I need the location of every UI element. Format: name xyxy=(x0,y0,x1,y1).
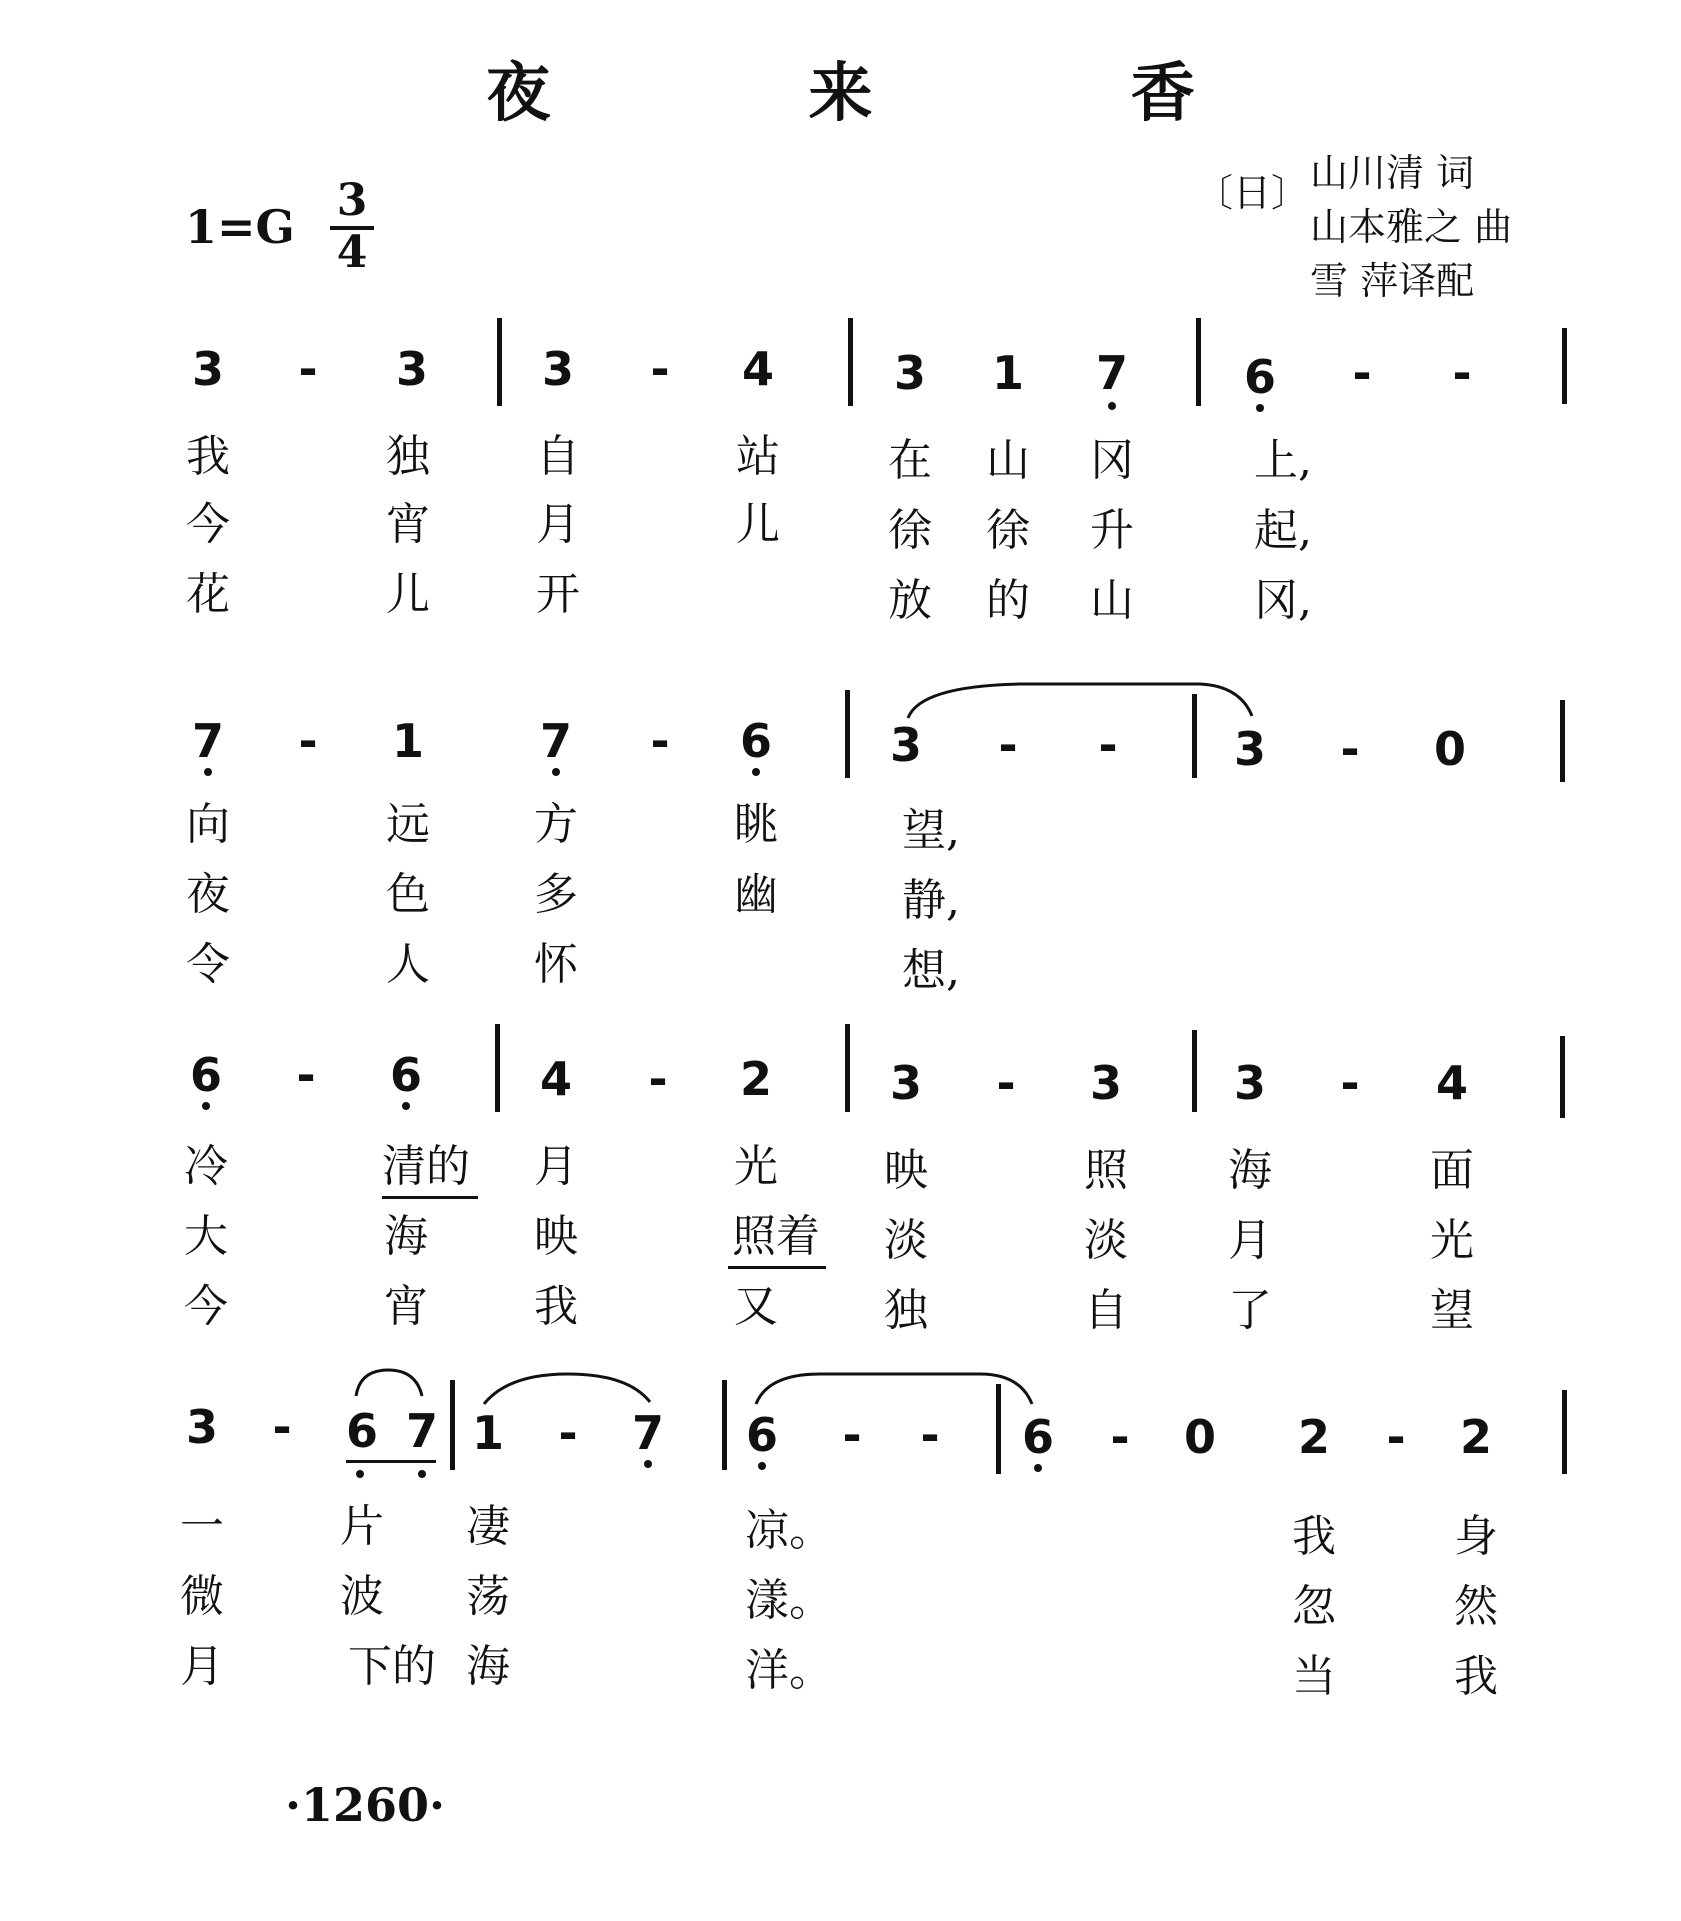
barline xyxy=(845,1024,850,1112)
note: 7 xyxy=(405,1404,438,1458)
lyric-underline xyxy=(728,1266,826,1269)
lyric: 向 xyxy=(186,799,230,850)
origin-mark: 〔日〕 xyxy=(1195,171,1310,215)
dash: - xyxy=(1340,722,1360,776)
note: 3 xyxy=(893,346,926,400)
time-signature-numerator: 3 xyxy=(330,178,374,230)
note: 6 xyxy=(345,1404,378,1458)
note: 3 xyxy=(395,342,428,396)
lyric: 独 xyxy=(884,1285,928,1336)
barline xyxy=(1560,1036,1565,1118)
note: 6 xyxy=(1243,350,1276,404)
lyric: 荡 xyxy=(466,1571,510,1622)
barline xyxy=(1562,1390,1567,1474)
barline xyxy=(497,318,502,406)
lyric: 宵 xyxy=(384,1281,428,1332)
lyric: 波 xyxy=(340,1571,384,1622)
dash: - xyxy=(558,1406,578,1460)
lyric: 静, xyxy=(902,875,960,926)
lower-octave-dot xyxy=(204,768,212,776)
lyric: 想, xyxy=(902,945,960,996)
lower-octave-dot xyxy=(1034,1464,1042,1472)
lyric: 我 xyxy=(186,431,230,482)
note: 6 xyxy=(745,1408,778,1462)
lower-octave-dot xyxy=(202,1102,210,1110)
note: 7 xyxy=(1095,346,1128,400)
lyric: 上, xyxy=(1254,435,1312,486)
barline xyxy=(722,1380,727,1470)
barline xyxy=(1192,1030,1197,1112)
note: 2 xyxy=(739,1052,772,1106)
lyric: 升 xyxy=(1090,505,1134,556)
note: 3 xyxy=(1233,1056,1266,1110)
lyric-underline xyxy=(382,1196,478,1199)
lyric: 光 xyxy=(734,1141,778,1192)
lower-octave-dot xyxy=(1108,402,1116,410)
note: 1 xyxy=(391,714,424,768)
dash: - xyxy=(1452,346,1472,400)
note: 6 xyxy=(389,1048,422,1102)
lyric: 大 xyxy=(184,1211,228,1262)
note: 3 xyxy=(185,1400,218,1454)
lyric: 冷 xyxy=(184,1141,228,1192)
lyric: 怀 xyxy=(534,939,578,990)
page-number: ·1260· xyxy=(285,1778,446,1832)
note: 1 xyxy=(991,346,1024,400)
lower-octave-dot xyxy=(418,1470,426,1478)
note: 7 xyxy=(539,714,572,768)
lyric: 然 xyxy=(1454,1581,1498,1632)
lyric: 照着 xyxy=(732,1211,820,1262)
translator-credit: 雪 萍译配 xyxy=(1310,259,1475,303)
barline xyxy=(450,1380,455,1470)
lyric: 下的 xyxy=(348,1641,436,1692)
song-title: 夜 来 香 xyxy=(486,56,1313,131)
note: 2 xyxy=(1297,1410,1330,1464)
lyric: 冈, xyxy=(1254,575,1312,626)
dash: - xyxy=(920,1408,940,1462)
dash: - xyxy=(298,714,318,768)
dash: - xyxy=(648,1052,668,1106)
lyric: 片 xyxy=(340,1501,384,1552)
lyric: 山 xyxy=(986,435,1030,486)
lyric: 儿 xyxy=(386,569,430,620)
lyric: 今 xyxy=(184,1281,228,1332)
lyric: 凄 xyxy=(466,1501,510,1552)
tie-slur xyxy=(900,680,1260,720)
lyric: 的 xyxy=(986,575,1030,626)
lyric: 海 xyxy=(384,1211,428,1262)
lyric: 站 xyxy=(736,431,780,482)
lyric: 身 xyxy=(1454,1511,1498,1562)
composer-credit: 山本雅之 曲 xyxy=(1310,205,1513,249)
lyric: 映 xyxy=(884,1145,928,1196)
dash: - xyxy=(650,342,670,396)
note: 2 xyxy=(1459,1410,1492,1464)
lyric: 了 xyxy=(1228,1285,1272,1336)
key-signature: 1=G xyxy=(185,200,295,254)
eighth-underline xyxy=(346,1460,436,1463)
note: 6 xyxy=(189,1048,222,1102)
lyric: 自 xyxy=(536,431,580,482)
dash: - xyxy=(1098,718,1118,772)
note: 4 xyxy=(741,342,774,396)
lower-octave-dot xyxy=(552,768,560,776)
dash: - xyxy=(1352,346,1372,400)
dash: - xyxy=(1110,1410,1130,1464)
note: 4 xyxy=(539,1052,572,1106)
lyric: 独 xyxy=(386,431,430,482)
barline xyxy=(495,1024,500,1112)
lower-octave-dot xyxy=(644,1460,652,1468)
lyric: 海 xyxy=(466,1641,510,1692)
lyric: 自 xyxy=(1084,1285,1128,1336)
lyric: 漾。 xyxy=(745,1575,833,1626)
lyric: 月 xyxy=(536,499,580,550)
lyric: 冈 xyxy=(1090,435,1134,486)
dash: - xyxy=(842,1408,862,1462)
lyric: 清的 xyxy=(382,1141,470,1192)
lyric: 忽 xyxy=(1292,1581,1336,1632)
dash: - xyxy=(996,1056,1016,1110)
lyric: 淡 xyxy=(884,1215,928,1266)
lyric: 又 xyxy=(734,1281,778,1332)
lyric: 洋。 xyxy=(745,1645,833,1696)
lyric: 幽 xyxy=(734,869,778,920)
dash: - xyxy=(650,714,670,768)
tie-slur xyxy=(350,1368,430,1398)
lyric: 放 xyxy=(888,575,932,626)
dash: - xyxy=(296,1048,316,1102)
lyric: 凉。 xyxy=(745,1505,833,1556)
note: 4 xyxy=(1435,1056,1468,1110)
lyric: 面 xyxy=(1430,1145,1474,1196)
lyric: 山 xyxy=(1090,575,1134,626)
barline xyxy=(1196,318,1201,406)
lower-octave-dot xyxy=(752,768,760,776)
lyric: 月 xyxy=(534,1141,578,1192)
tie-slur xyxy=(478,1370,658,1406)
lyric: 宵 xyxy=(386,499,430,550)
lyricist-credit: 山川清 词 xyxy=(1310,151,1475,195)
lower-octave-dot xyxy=(356,1470,364,1478)
note: 6 xyxy=(1021,1410,1054,1464)
note: 0 xyxy=(1433,722,1466,776)
note: 0 xyxy=(1183,1410,1216,1464)
barline xyxy=(1562,328,1567,404)
note: 3 xyxy=(1233,722,1266,776)
lyric: 望 xyxy=(1430,1285,1474,1336)
lyric: 淡 xyxy=(1084,1215,1128,1266)
lyric: 我 xyxy=(1292,1511,1336,1562)
lower-octave-dot xyxy=(758,1462,766,1470)
lyric: 月 xyxy=(180,1641,224,1692)
barline xyxy=(845,690,850,778)
lyric: 令 xyxy=(186,939,230,990)
barline xyxy=(848,318,853,406)
lyric: 望, xyxy=(902,805,960,856)
lower-octave-dot xyxy=(1256,404,1264,412)
note: 3 xyxy=(191,342,224,396)
note: 3 xyxy=(541,342,574,396)
lyric: 映 xyxy=(534,1211,578,1262)
note: 3 xyxy=(889,1056,922,1110)
dash: - xyxy=(1340,1056,1360,1110)
dash: - xyxy=(998,718,1018,772)
lyric: 起, xyxy=(1254,505,1312,556)
lyric: 眺 xyxy=(734,799,778,850)
dash: - xyxy=(1386,1410,1406,1464)
lyric: 当 xyxy=(1292,1651,1336,1702)
lyric: 花 xyxy=(186,569,230,620)
lyric: 远 xyxy=(386,799,430,850)
lyric: 一 xyxy=(180,1501,224,1552)
lyric: 光 xyxy=(1430,1215,1474,1266)
lower-octave-dot xyxy=(402,1102,410,1110)
time-signature-denominator: 4 xyxy=(336,227,368,278)
note: 1 xyxy=(471,1406,504,1460)
note: 7 xyxy=(631,1406,664,1460)
barline xyxy=(996,1384,1001,1474)
lyric: 我 xyxy=(1454,1651,1498,1702)
lyric: 人 xyxy=(386,939,430,990)
lyric: 多 xyxy=(534,869,578,920)
lyric: 海 xyxy=(1228,1145,1272,1196)
lyric: 夜 xyxy=(186,869,230,920)
note: 3 xyxy=(1089,1056,1122,1110)
lyric: 月 xyxy=(1228,1215,1272,1266)
dash: - xyxy=(298,342,318,396)
barline xyxy=(1560,700,1565,782)
lyric: 我 xyxy=(534,1281,578,1332)
lyric: 儿 xyxy=(736,499,780,550)
note: 3 xyxy=(889,718,922,772)
lyric: 照 xyxy=(1084,1145,1128,1196)
lyric: 方 xyxy=(534,799,578,850)
lyric: 开 xyxy=(536,569,580,620)
dash: - xyxy=(272,1400,292,1454)
lyric: 色 xyxy=(386,869,430,920)
lyric: 徐 xyxy=(888,505,932,556)
lyric: 微 xyxy=(180,1571,224,1622)
lyric: 今 xyxy=(186,499,230,550)
lyric: 徐 xyxy=(986,505,1030,556)
time-signature xyxy=(330,175,374,278)
note: 7 xyxy=(191,714,224,768)
note: 6 xyxy=(739,714,772,768)
lyric: 在 xyxy=(888,435,932,486)
